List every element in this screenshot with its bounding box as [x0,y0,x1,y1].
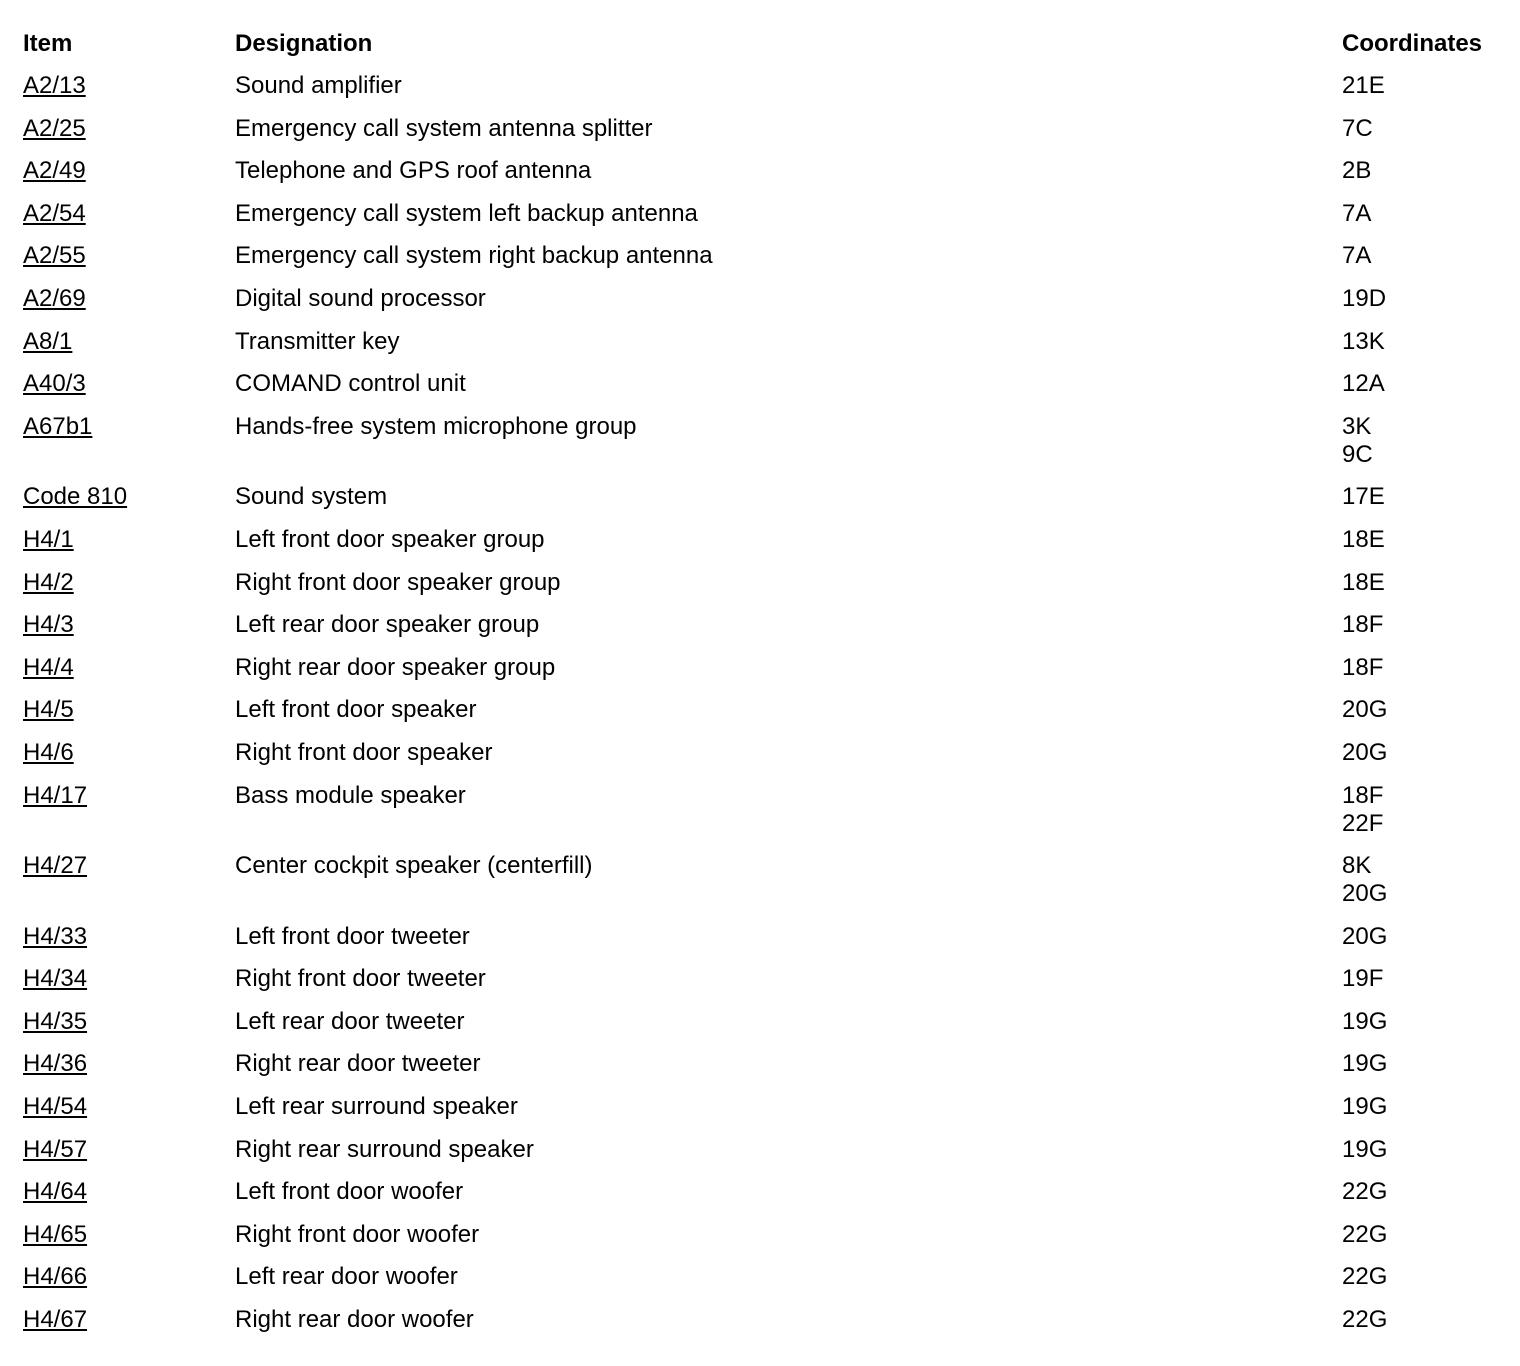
coordinate-value: 20G [1342,880,1388,908]
item-cell [23,113,235,143]
coordinates-cell [1342,1134,1502,1164]
designation-cell: Left rear door woofer [235,1263,458,1291]
designation-cell: Left front door speaker [235,696,477,724]
item-cell [23,963,235,993]
coordinate-value: 22G [1342,1178,1388,1206]
item-cell [23,1304,235,1334]
item-cell [23,326,235,356]
coordinates-cell [1342,368,1502,398]
coordinates-cell [1342,609,1502,639]
coordinates-cell [1342,113,1502,143]
table-row [23,326,1503,369]
item-cell [23,1219,235,1249]
item-cell [23,652,235,682]
coordinates-cell [1342,411,1502,469]
designation-cell: Right rear door tweeter [235,1050,481,1078]
item-cell [23,1006,235,1036]
item-cell [23,240,235,270]
coordinates-cell [1342,567,1502,597]
item-link[interactable]: A8/1 [23,327,73,355]
coordinate-value: 8K [1342,852,1372,880]
coordinate-value: 7A [1342,199,1372,227]
item-link[interactable]: A2/69 [23,284,86,312]
item-link[interactable]: H4/3 [23,611,74,639]
coordinate-value: 17E [1342,483,1385,511]
coordinates-cell [1342,240,1502,270]
table-row [23,1261,1503,1304]
coordinate-value: 19G [1342,1093,1388,1121]
coordinates-cell [1342,326,1502,356]
coordinates-cell [1342,1048,1502,1078]
item-link[interactable]: H4/35 [23,1007,88,1035]
item-link[interactable]: H4/57 [23,1135,88,1163]
item-link[interactable]: H4/6 [23,738,74,766]
item-link[interactable]: Code 810 [23,483,128,511]
designation-cell: Left rear surround speaker [235,1093,518,1121]
table-row [23,113,1503,156]
item-cell [23,368,235,398]
coordinate-value: 7C [1342,114,1373,142]
table-row [23,1134,1503,1177]
table-row [23,694,1503,737]
designation-cell: Right front door woofer [235,1220,480,1248]
coordinates-cell [1342,963,1502,993]
component-table [23,28,1503,1347]
table-row [23,652,1503,695]
coordinate-value: 18F [1342,653,1384,681]
table-row [23,737,1503,780]
coordinate-value: 18F [1342,781,1384,809]
coordinate-value: 20G [1342,738,1388,766]
item-link[interactable]: A2/49 [23,157,86,185]
table-row [23,411,1503,482]
coordinate-value: 18E [1342,525,1385,553]
item-link[interactable]: H4/17 [23,781,88,809]
coordinates-cell [1342,1091,1502,1121]
coordinate-value: 18F [1342,611,1384,639]
item-link[interactable]: H4/27 [23,852,88,880]
coordinates-cell [1342,1261,1502,1291]
item-cell [23,198,235,228]
coordinate-value: 18E [1342,568,1385,596]
table-row [23,368,1503,411]
item-cell [23,1091,235,1121]
designation-cell: Right front door speaker [235,738,493,766]
coordinate-value: 22F [1342,809,1384,837]
coordinate-value: 9C [1342,440,1373,468]
coordinates-cell [1342,1006,1502,1036]
item-cell [23,283,235,313]
table-row [23,609,1503,652]
table-row [23,1048,1503,1091]
coordinates-cell [1342,198,1502,228]
item-link[interactable]: H4/1 [23,525,74,553]
table-row [23,963,1503,1006]
coordinate-value: 7A [1342,242,1372,270]
coordinates-cell [1342,1219,1502,1249]
item-link[interactable]: H4/54 [23,1093,88,1121]
item-cell [23,1261,235,1291]
designation-cell: Sound amplifier [235,72,402,99]
coordinate-value: 19G [1342,1050,1388,1078]
designation-cell: Right rear surround speaker [235,1135,534,1163]
coordinate-value: 20G [1342,696,1388,724]
table-row [23,567,1503,610]
designation-cell: Left rear door speaker group [235,611,540,639]
table-row [23,524,1503,567]
item-link[interactable]: A2/13 [23,72,86,99]
coordinate-value: 2B [1342,157,1372,185]
header-designation: Designation [235,30,373,57]
coordinate-value: 21E [1342,72,1385,99]
coordinate-value: 20G [1342,922,1388,950]
designation-cell: Left front door speaker group [235,525,545,553]
item-cell [23,1176,235,1206]
item-cell [23,1134,235,1164]
item-cell [23,567,235,597]
coordinate-value: 13K [1342,327,1385,355]
coordinate-value: 19F [1342,965,1384,993]
table-row [23,1176,1503,1219]
item-link[interactable]: H4/33 [23,922,88,950]
item-link[interactable]: A2/54 [23,199,86,227]
item-cell [23,694,235,724]
coordinates-cell [1342,780,1502,838]
designation-cell: Right rear door woofer [235,1306,474,1334]
coordinate-value: 19G [1342,1135,1388,1163]
item-link[interactable]: H4/36 [23,1050,88,1078]
coordinates-cell [1342,737,1502,767]
designation-cell: Left front door tweeter [235,922,470,950]
header-coordinates: Coordinates [1342,30,1483,57]
item-link[interactable]: H4/66 [23,1263,88,1291]
designation-cell: Right front door speaker group [235,568,561,596]
coordinate-value: 3K [1342,412,1372,440]
table-row [23,283,1503,326]
item-link[interactable]: H4/64 [23,1178,88,1206]
coordinate-value: 19G [1342,1007,1388,1035]
item-cell [23,411,235,441]
coordinates-cell [1342,1304,1502,1334]
designation-cell: Sound system [235,483,388,511]
table-row [23,70,1503,113]
coordinate-value: 22G [1342,1220,1388,1248]
coordinates-cell [1342,70,1502,100]
designation-cell: Left rear door tweeter [235,1007,465,1035]
header-item: Item [23,30,73,57]
item-link[interactable]: H4/67 [23,1306,88,1334]
designation-cell: Emergency call system right backup antenna [235,242,713,270]
item-link[interactable]: A2/25 [23,114,86,142]
coordinate-value: 12A [1342,370,1385,398]
item-link[interactable]: H4/65 [23,1220,88,1248]
coordinates-cell [1342,850,1502,908]
table-row [23,1219,1503,1262]
coordinate-value: 22G [1342,1263,1388,1291]
item-cell [23,780,235,810]
coordinates-cell [1342,652,1502,682]
table-row [23,155,1503,198]
table-row [23,1304,1503,1347]
coordinates-cell [1342,694,1502,724]
designation-cell: Transmitter key [235,327,400,355]
item-link[interactable]: H4/34 [23,965,88,993]
designation-cell: Emergency call system antenna splitter [235,114,653,142]
item-link[interactable]: A40/3 [23,370,86,398]
coordinates-cell [1342,524,1502,554]
designation-cell: Digital sound processor [235,284,486,312]
designation-cell: Emergency call system left backup antenna [235,199,698,227]
coordinate-value: 19D [1342,284,1387,312]
item-cell [23,609,235,639]
item-link[interactable]: A67b1 [23,412,93,440]
designation-cell: Right front door tweeter [235,965,486,993]
table-row [23,240,1503,283]
coordinates-cell [1342,921,1502,951]
table-row [23,1091,1503,1134]
table-row [23,481,1503,524]
table-row [23,780,1503,851]
designation-cell: Center cockpit speaker (centerfill) [235,852,593,880]
item-cell [23,155,235,185]
designation-cell: Hands-free system microphone group [235,412,637,440]
coordinates-cell [1342,155,1502,185]
item-cell [23,1048,235,1078]
coordinate-value: 22G [1342,1306,1388,1334]
table-body [23,70,1503,1347]
item-cell [23,70,235,100]
coordinates-cell [1342,283,1502,313]
table-header [23,28,1503,70]
designation-cell: COMAND control unit [235,370,466,398]
item-link[interactable]: H4/2 [23,568,74,596]
item-cell [23,921,235,951]
coordinates-cell [1342,481,1502,511]
item-cell [23,481,235,511]
item-cell [23,850,235,880]
item-cell [23,737,235,767]
designation-cell: Telephone and GPS roof antenna [235,157,592,185]
item-link[interactable]: A2/55 [23,242,86,270]
table-row [23,921,1503,964]
table-row [23,1006,1503,1049]
item-cell [23,524,235,554]
coordinates-cell [1342,1176,1502,1206]
item-link[interactable]: H4/4 [23,653,74,681]
designation-cell: Right rear door speaker group [235,653,556,681]
designation-cell: Bass module speaker [235,781,466,809]
designation-cell: Left front door woofer [235,1178,464,1206]
table-row [23,198,1503,241]
item-link[interactable]: H4/5 [23,696,74,724]
table-row [23,850,1503,921]
